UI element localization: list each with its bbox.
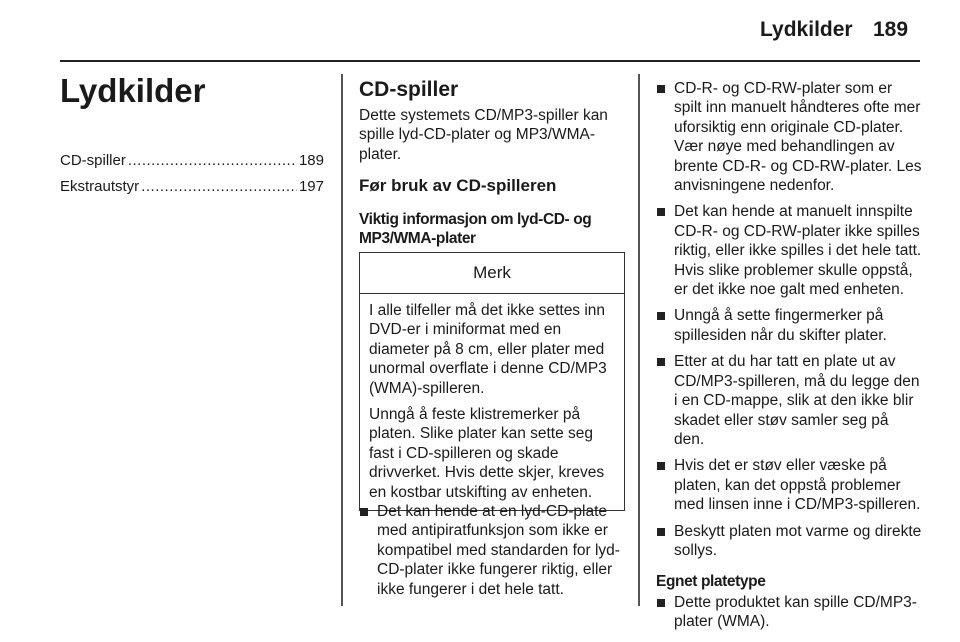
subheading-block bbox=[359, 176, 627, 195]
note-body bbox=[360, 294, 624, 510]
bullet-item: Unngå å sette fingermerker på spillesiden når du skifter plater. bbox=[656, 306, 922, 345]
section-intro: Dette systemets CD/MP3-spiller kan spille lyd-CD-plater og MP3/WMA-plater. bbox=[359, 107, 608, 163]
bullet-list-col2 bbox=[359, 502, 627, 606]
running-header-title: Lydkilder bbox=[760, 18, 853, 41]
page-number: 189 bbox=[873, 18, 909, 41]
note-paragraph: Unngå å feste klistremerker på platen. Slike plater kan sette seg fast i CD-spilleren og skade drivverket. Hvis dette skjer, kreves en kostbar utskifting av enheten. bbox=[369, 406, 605, 501]
bullet-item: Beskytt platen mot varme og direkte sollys. bbox=[656, 522, 922, 561]
note-title: Merk bbox=[360, 253, 624, 294]
note-box bbox=[359, 252, 625, 511]
section-title: CD-spiller bbox=[359, 78, 459, 101]
bullet-item: Hvis det er støv eller væske på platen, kan det oppstå problemer med linsen inne i CD/MP3-spilleren. bbox=[656, 456, 922, 514]
toc-entry[interactable] bbox=[60, 178, 324, 195]
chapter-title: Lydkilder bbox=[60, 72, 206, 109]
header-divider bbox=[60, 60, 920, 62]
suitable-label: Egnet platetype bbox=[656, 573, 766, 591]
toc-leader bbox=[128, 152, 297, 169]
bullet-item: Det kan hende at en lyd-CD-plate med antipiratfunksjon som ikke er kompatibel med standarden for lyd-CD-plater ikke fungerer riktig, eller ikke fungerer i det hele tatt. bbox=[359, 502, 627, 599]
bullet-item: CD-R- og CD-RW-plater som er spilt inn manuelt håndteres ofte mer uforsiktig enn originale CD-plater. Vær nøye med behandlingen av brente CD-R- og CD-RW-plater. Les anvisningene nedenfor. bbox=[656, 79, 922, 195]
bullet-list-col3 bbox=[656, 79, 922, 639]
toc-entry-page: 189 bbox=[298, 152, 324, 169]
bullet-item: Dette produktet kan spille CD/MP3-plater (WMA). bbox=[656, 593, 922, 632]
toc-leader bbox=[141, 178, 297, 195]
toc-entry-page: 197 bbox=[298, 178, 324, 195]
column-divider bbox=[638, 74, 640, 606]
important-label-block bbox=[359, 210, 609, 249]
section-intro-block bbox=[359, 78, 627, 164]
bullet-item: Det kan hende at manuelt innspilte CD-R- og CD-RW-plater ikke spilles riktig, eller ikke spilles i det hele tatt. Hvis slike problemer skulle oppstå, er det ikke noe galt med enheten. bbox=[656, 202, 922, 299]
column-divider bbox=[341, 74, 343, 606]
important-label: Viktig informasjon om lyd-CD- og MP3/WMA-plater bbox=[359, 211, 592, 248]
toc-entry-label: Ekstrautstyr bbox=[60, 178, 140, 195]
toc-entry[interactable] bbox=[60, 152, 324, 169]
note-paragraph: I alle tilfeller må det ikke settes inn DVD-er i miniformat med en diameter på 8 cm, eller plater med unormal overflate i denne CD/MP3 (WMA)-spilleren. bbox=[369, 302, 607, 397]
subheading: Før bruk av CD-spilleren bbox=[359, 176, 557, 195]
bullet-item: Etter at du har tatt en plate ut av CD/MP3-spilleren, må du legge den i en CD-mappe, slik at den ikke blir skadet eller støv samler seg på den. bbox=[656, 352, 922, 449]
toc-entry-label: CD-spiller bbox=[60, 152, 126, 169]
